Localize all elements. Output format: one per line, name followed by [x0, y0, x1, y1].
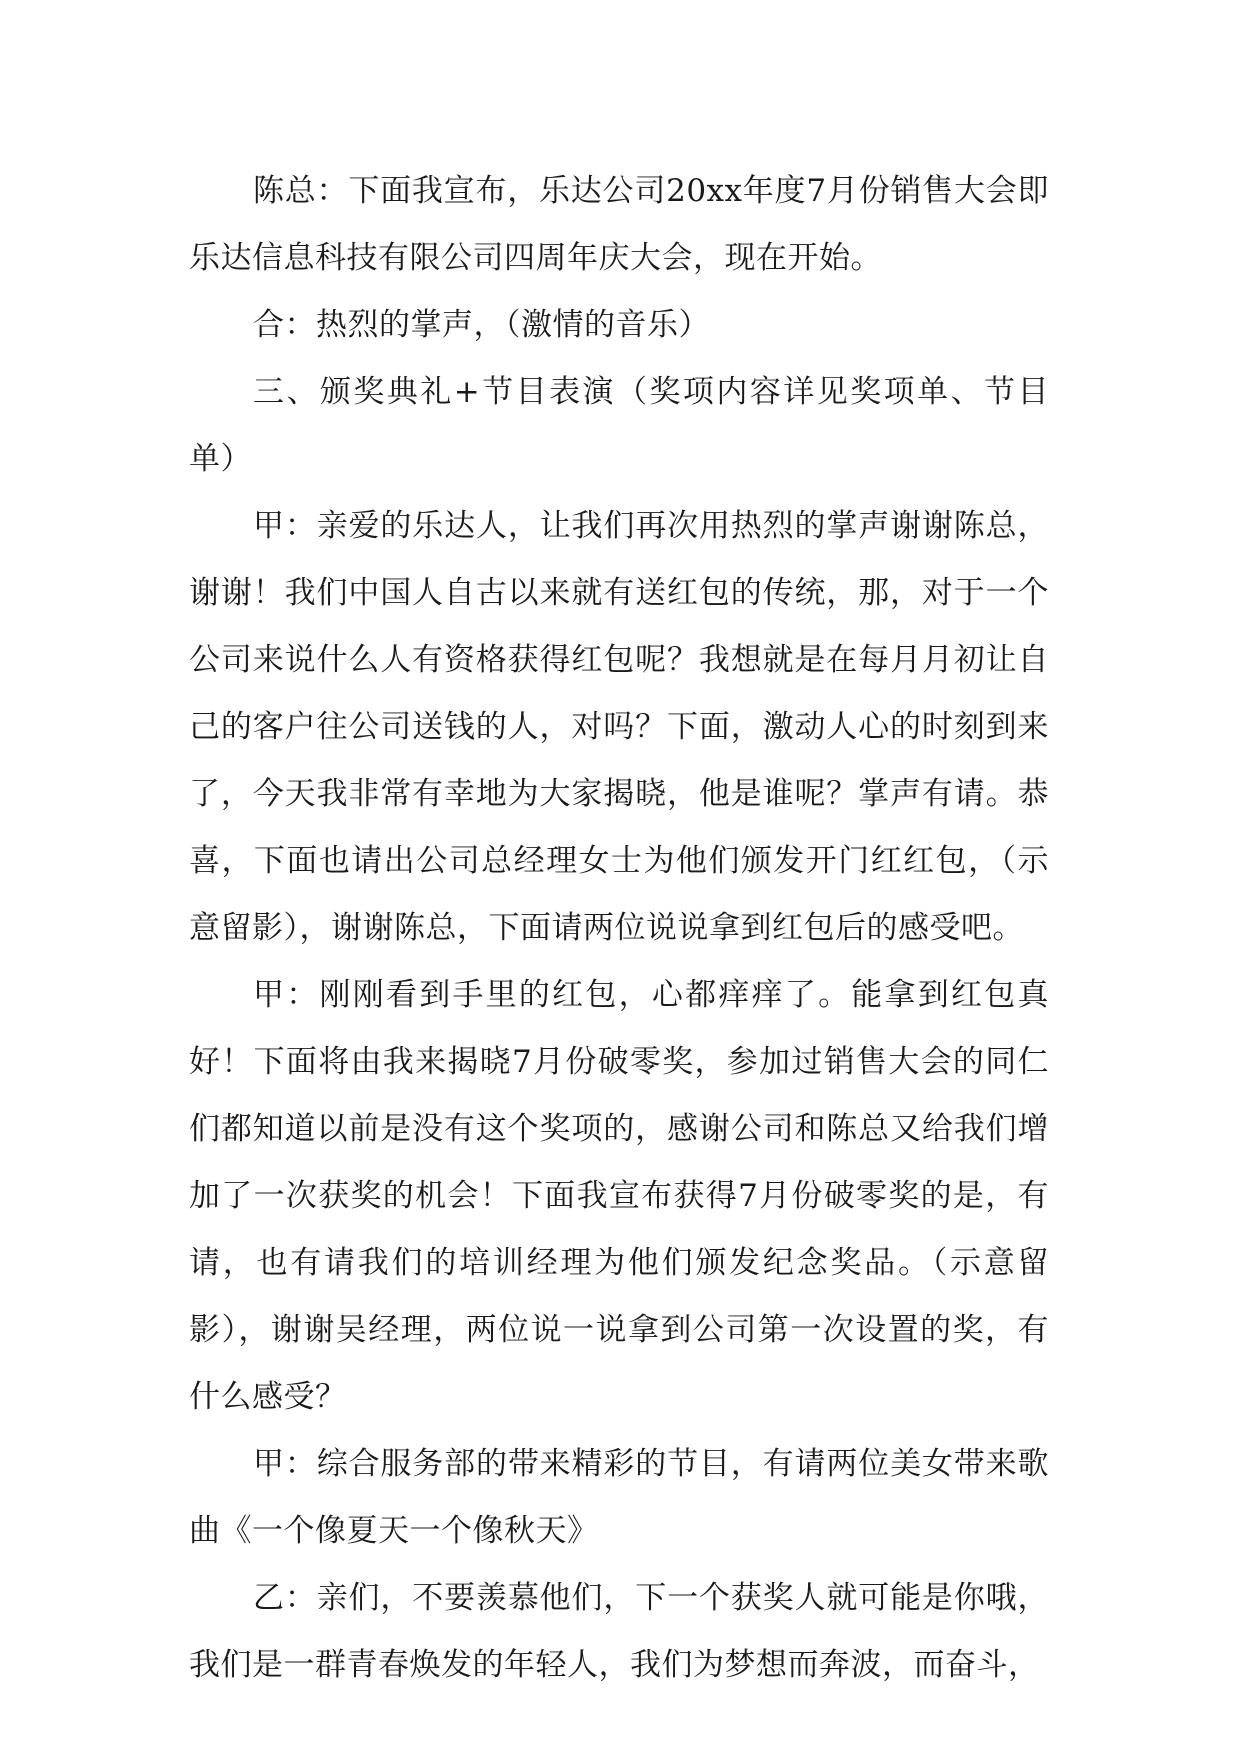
paragraph-performance-intro: 甲：综合服务部的带来精彩的节目，有请两位美女带来歌曲《一个像夏天一个像秋天》: [189, 1446, 1049, 1549]
paragraph-opening-announcement: 陈总：下面我宣布，乐达公司20xx年度7月份销售大会即乐达信息科技有限公司四周年庆大会，现在开始。: [189, 173, 1049, 276]
paragraph-applause: 合：热烈的掌声，（激情的音乐）: [253, 307, 710, 343]
paragraph-red-envelope: 甲：亲爱的乐达人，让我们再次用热烈的掌声谢谢陈总，谢谢！我们中国人自古以来就有送红包的传统，那，对于一个公司来说什么人有资格获得红包呢？我想就是在每月月初让自己的客户往公司送钱的人，对吗？下面，激动人心的时刻到来了，今天我非常有幸地为大家揭晓，他是谁呢？掌声有请。恭喜，下面也请出公司总经理女士为他们颁发开门红红包，（示意留影），谢谢陈总，下面请两位说说拿到红包后的感受吧。: [189, 508, 1049, 946]
paragraph-encouragement: 乙：亲们，不要羡慕他们，下一个获奖人就可能是你哦，我们是一群青春焕发的年轻人，我们为梦想而奔波，而奋斗，: [189, 1580, 1049, 1683]
paragraph-section-awards: 三、颁奖典礼+节目表演（奖项内容详见奖项单、节目单）: [189, 374, 1049, 477]
document-body: [189, 158, 1049, 1699]
paragraph-breaking-zero-award: 甲：刚刚看到手里的红包，心都痒痒了。能拿到红包真好！下面将由我来揭晓7月份破零奖，参加过销售大会的同仁们都知道以前是没有这个奖项的，感谢公司和陈总又给我们增加了一次获奖的机会！下面我宣布获得7月份破零奖的是，有请，也有请我们的培训经理为他们颁发纪念奖品。（示意留影），谢谢吴经理，两位说一说拿到公司第一次设置的奖，有什么感受？: [189, 977, 1049, 1415]
